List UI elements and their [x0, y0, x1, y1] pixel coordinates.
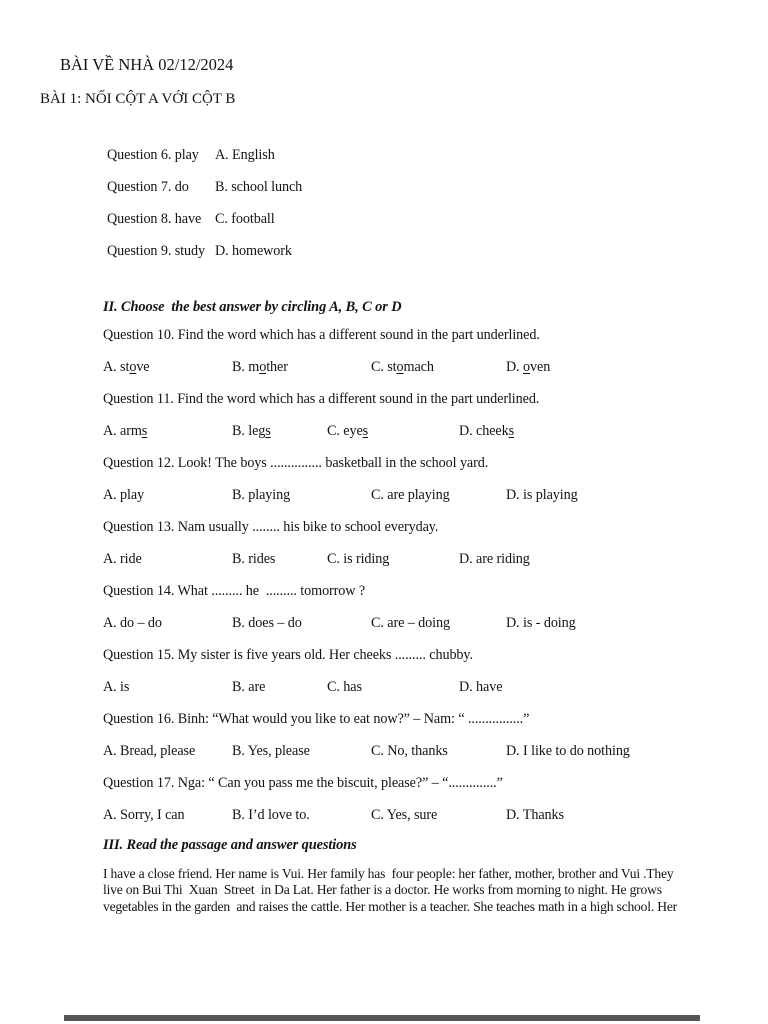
- underlined-letter: s: [265, 423, 271, 439]
- option-text: B. I’d love to.: [232, 807, 310, 823]
- option-a: [103, 679, 232, 696]
- underlined-letter: s: [508, 423, 515, 439]
- question-text: Question 14. What ......... he ......... tomorrow ?: [103, 583, 366, 599]
- option-b: [232, 551, 327, 568]
- option-text: A. arm: [103, 423, 142, 439]
- matching-right-label: A. English: [215, 147, 275, 163]
- option-text: A. Bread, please: [103, 743, 196, 759]
- matching-right-label: D. homework: [215, 243, 292, 259]
- reading-passage: [103, 866, 677, 915]
- question-options: [103, 487, 738, 504]
- option-text: B. leg: [232, 423, 266, 439]
- option-text: B. are: [232, 679, 266, 695]
- option-b: [232, 359, 371, 376]
- option-a: [103, 807, 232, 824]
- option-d: [459, 551, 530, 568]
- option-text: D. are riding: [459, 551, 530, 567]
- underlined-letter: o: [259, 359, 267, 375]
- option-text: C. is riding: [327, 551, 390, 567]
- option-c: [371, 743, 506, 760]
- option-text: A. ride: [103, 551, 142, 567]
- underlined-letter: s: [141, 423, 148, 439]
- option-a: [103, 359, 232, 376]
- option-text: A. is: [103, 679, 130, 695]
- option-text: C. No, thanks: [371, 743, 448, 759]
- option-c: [371, 807, 506, 824]
- option-text: A. play: [103, 487, 145, 503]
- option-text: D. have: [459, 679, 503, 695]
- question-options: [103, 359, 738, 376]
- option-text: C. are playing: [371, 487, 450, 503]
- option-a: [103, 487, 232, 504]
- matching-left-label: Question 8. have: [107, 211, 202, 227]
- matching-left-label: Question 6. play: [107, 147, 199, 163]
- option-a: [103, 743, 232, 760]
- question-options: [103, 807, 738, 824]
- underlined-letter: o: [129, 359, 137, 375]
- option-text: D. is playing: [506, 487, 578, 503]
- matching-row: [107, 147, 275, 164]
- option-text: B. Yes, please: [232, 743, 310, 759]
- option-text: mach: [403, 359, 434, 375]
- option-c: [327, 551, 459, 568]
- option-text: D. Thanks: [506, 807, 564, 823]
- page-title: BÀI VỀ NHÀ 02/12/2024: [60, 55, 234, 74]
- option-c: [371, 487, 506, 504]
- matching-right-label: B. school lunch: [215, 179, 303, 195]
- option-b: [232, 615, 371, 632]
- passage-line: I have a close friend. Her name is Vui. Her family has four people: her father, mother, brother and Vui .They: [103, 866, 674, 881]
- option-b: [232, 423, 327, 440]
- question-text: Question 17. Nga: “ Can you pass me the biscuit, please?” – “..............”: [103, 775, 503, 791]
- option-text: C. eye: [327, 423, 363, 439]
- option-b: [232, 743, 371, 760]
- matching-row: [107, 179, 302, 196]
- option-text: A. do – do: [103, 615, 162, 631]
- matching-row: [107, 211, 275, 228]
- option-text: C. st: [371, 359, 397, 375]
- option-text: C. are – doing: [371, 615, 450, 631]
- option-d: [459, 679, 502, 696]
- matching-left-label: Question 9. study: [107, 243, 206, 259]
- question-options: [103, 615, 738, 632]
- matching-right-label: C. football: [215, 211, 275, 227]
- passage-line: live on Bui Thi Xuan Street in Da Lat. Her father is a doctor. He works from morning to night. He grows: [103, 882, 662, 898]
- question-text: Question 13. Nam usually ........ his bike to school everyday.: [103, 519, 439, 535]
- option-c: [371, 615, 506, 632]
- underlined-letter: o: [396, 359, 404, 375]
- section-ii-heading: II. Choose the best answer by circling A, B, C or D: [103, 299, 402, 315]
- underlined-letter: s: [362, 423, 369, 439]
- page-bottom-rule: [64, 1015, 700, 1021]
- option-text: C. Yes, sure: [371, 807, 438, 823]
- option-b: [232, 679, 327, 696]
- question-text: Question 15. My sister is five years old. Her cheeks ......... chubby.: [103, 647, 473, 663]
- option-a: [103, 615, 232, 632]
- section-iii-heading: III. Read the passage and answer questions: [103, 837, 357, 853]
- option-a: [103, 551, 232, 568]
- option-text: ven: [530, 359, 551, 375]
- option-d: [506, 615, 576, 632]
- question-text: Question 16. Binh: “What would you like to eat now?” – Nam: “ ................”: [103, 711, 530, 727]
- question-options: [103, 679, 738, 696]
- option-d: [506, 487, 578, 504]
- option-d: [506, 743, 630, 760]
- option-text: ther: [266, 359, 288, 375]
- option-b: [232, 807, 371, 824]
- question-options: [103, 423, 738, 440]
- option-d: [459, 423, 514, 440]
- option-c: [327, 679, 459, 696]
- option-text: D. cheek: [459, 423, 509, 439]
- option-text: C. has: [327, 679, 362, 695]
- option-text: B. m: [232, 359, 260, 375]
- option-c: [371, 359, 506, 376]
- option-text: B. does – do: [232, 615, 302, 631]
- underlined-letter: o: [523, 359, 531, 375]
- question-options: [103, 743, 738, 760]
- option-text: ve: [136, 359, 150, 375]
- option-text: D. is - doing: [506, 615, 576, 631]
- option-text: B. rides: [232, 551, 276, 567]
- option-a: [103, 423, 232, 440]
- option-d: [506, 359, 550, 376]
- option-text: D. I like to do nothing: [506, 743, 630, 759]
- page-subtitle: BÀI 1: NỐI CỘT A VỚI CỘT B: [40, 91, 236, 107]
- option-b: [232, 487, 371, 504]
- option-d: [506, 807, 564, 824]
- question-text: Question 10. Find the word which has a different sound in the part underlined.: [103, 327, 540, 343]
- matching-left-label: Question 7. do: [107, 179, 189, 195]
- passage-line: vegetables in the garden and raises the cattle. Her mother is a teacher. She teaches math in a high school. Her: [103, 898, 677, 914]
- option-text: B. playing: [232, 487, 291, 503]
- matching-row: [107, 243, 292, 260]
- option-text: A. Sorry, I can: [103, 807, 185, 823]
- question-options: [103, 551, 738, 568]
- option-text: D.: [506, 359, 524, 375]
- question-text: Question 11. Find the word which has a different sound in the part underlined.: [103, 391, 540, 407]
- option-text: A. st: [103, 359, 130, 375]
- question-text: Question 12. Look! The boys ............... basketball in the school yard.: [103, 455, 489, 471]
- option-c: [327, 423, 459, 440]
